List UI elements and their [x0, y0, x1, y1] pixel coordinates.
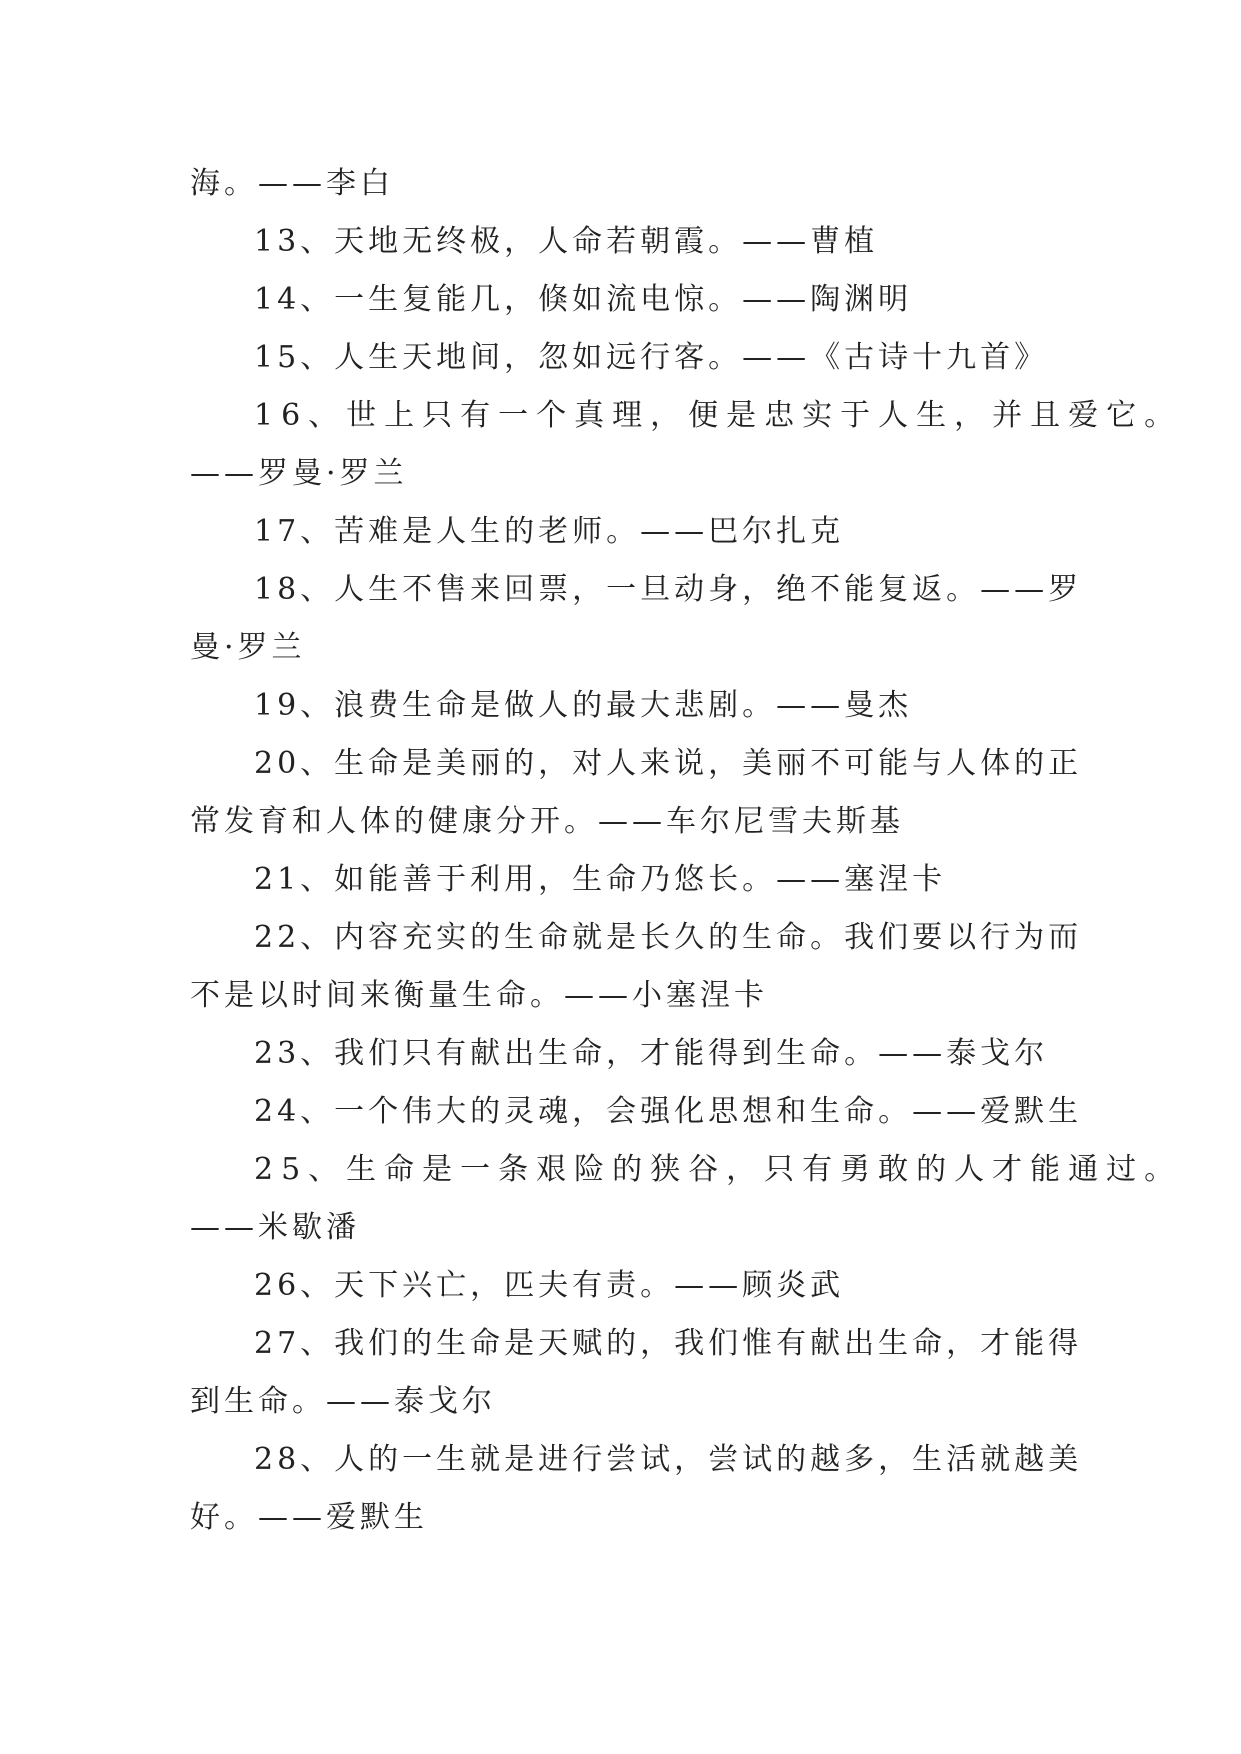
text-line-9: 曼·罗兰 [190, 630, 306, 665]
text-line-13: 21、如能善于利用，生命乃悠长。——塞涅卡 [254, 862, 947, 897]
text-line-4: 15、人生天地间，忽如远行客。——《古诗十九首》 [254, 340, 1049, 375]
text-line-20: 26、天下兴亡，匹夫有责。——顾炎武 [254, 1268, 845, 1303]
text-line-24: 好。——爱默生 [190, 1500, 428, 1535]
text-line-16: 23、我们只有献出生命，才能得到生命。——泰戈尔 [254, 1036, 1049, 1071]
text-line-18: 25、生命是一条艰险的狭谷，只有勇敢的人才能通过。 [254, 1152, 1183, 1187]
text-line-2: 13、天地无终极，人命若朝霞。——曹植 [254, 224, 879, 259]
text-line-21: 27、我们的生命是天赋的，我们惟有献出生命，才能得 [254, 1326, 1083, 1361]
text-line-11: 20、生命是美丽的，对人来说，美丽不可能与人体的正 [254, 746, 1083, 781]
text-line-3: 14、一生复能几，倏如流电惊。——陶渊明 [254, 282, 913, 317]
text-line-12: 常发育和人体的健康分开。——车尔尼雪夫斯基 [190, 804, 904, 839]
text-line-19: ——米歇潘 [190, 1210, 360, 1245]
text-line-14: 22、内容充实的生命就是长久的生命。我们要以行为而 [254, 920, 1083, 955]
text-line-7: 17、苦难是人生的老师。——巴尔扎克 [254, 514, 845, 549]
text-line-8: 18、人生不售来回票，一旦动身，绝不能复返。——罗 [254, 572, 1083, 607]
text-line-10: 19、浪费生命是做人的最大悲剧。——曼杰 [254, 688, 913, 723]
text-line-17: 24、一个伟大的灵魂，会强化思想和生命。——爱默生 [254, 1094, 1083, 1129]
text-line-15: 不是以时间来衡量生命。——小塞涅卡 [190, 978, 768, 1013]
text-line-22: 到生命。——泰戈尔 [190, 1384, 496, 1419]
text-line-6: ——罗曼·罗兰 [190, 456, 408, 491]
text-line-1: 海。——李白 [190, 166, 394, 201]
text-line-5: 16、世上只有一个真理，便是忠实于人生，并且爱它。 [254, 398, 1183, 433]
text-line-23: 28、人的一生就是进行尝试，尝试的越多，生活就越美 [254, 1442, 1083, 1477]
